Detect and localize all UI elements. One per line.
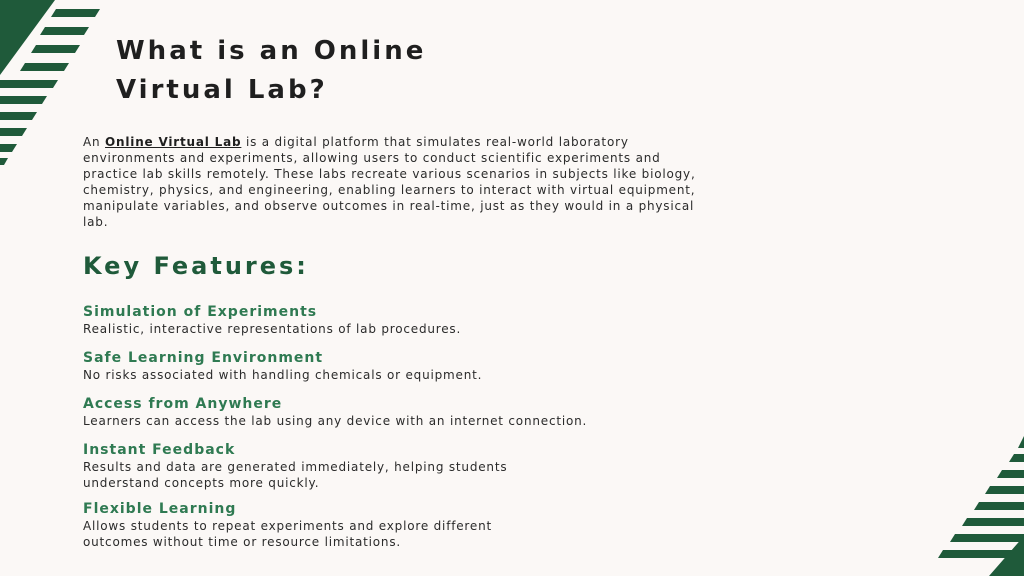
key-features-heading: Key Features: <box>83 252 309 280</box>
decorative-stripes-bottom-right <box>934 436 1024 576</box>
feature-title: Flexible Learning <box>83 501 237 517</box>
intro-text: is a digital platform that simulates real-world laboratory environments and experiments, allowing users to conduct scientific experiments and practice lab skills remotely. These labs recreate various scenarios in subjects like biology, chemistry, physics, and engineering, enabling learners to interact with virtual equipment, manipulate variables, and observe outcomes in real-time, just as they would in a physical lab. <box>83 135 696 229</box>
title-line-1: What is an Online <box>116 36 427 66</box>
feature-item <box>83 442 643 491</box>
feature-description: Realistic, interactive representations of lab procedures. <box>83 322 462 336</box>
intro-prefix: An <box>83 135 106 149</box>
page-title <box>116 32 536 110</box>
feature-title: Access from Anywhere <box>83 396 283 412</box>
intro-paragraph <box>83 134 703 230</box>
feature-item <box>83 501 643 550</box>
feature-item <box>83 304 643 337</box>
feature-description: No risks associated with handling chemicals or equipment. <box>83 368 483 382</box>
feature-title: Simulation of Experiments <box>83 304 318 320</box>
feature-title: Instant Feedback <box>83 442 236 458</box>
feature-item <box>83 350 643 383</box>
feature-title: Safe Learning Environment <box>83 350 324 366</box>
feature-item <box>83 396 643 429</box>
feature-description-line-2: outcomes without time or resource limitations. <box>83 535 401 549</box>
feature-description: Learners can access the lab using any device with an internet connection. <box>83 414 588 428</box>
feature-description: Allows students to repeat experiments and explore different <box>83 519 492 533</box>
feature-description: Results and data are generated immediately, helping students <box>83 460 508 474</box>
intro-term-link[interactable]: Online Virtual Lab <box>105 135 242 149</box>
feature-description-line-2: understand concepts more quickly. <box>83 476 320 490</box>
title-line-2: Virtual Lab? <box>116 75 328 105</box>
